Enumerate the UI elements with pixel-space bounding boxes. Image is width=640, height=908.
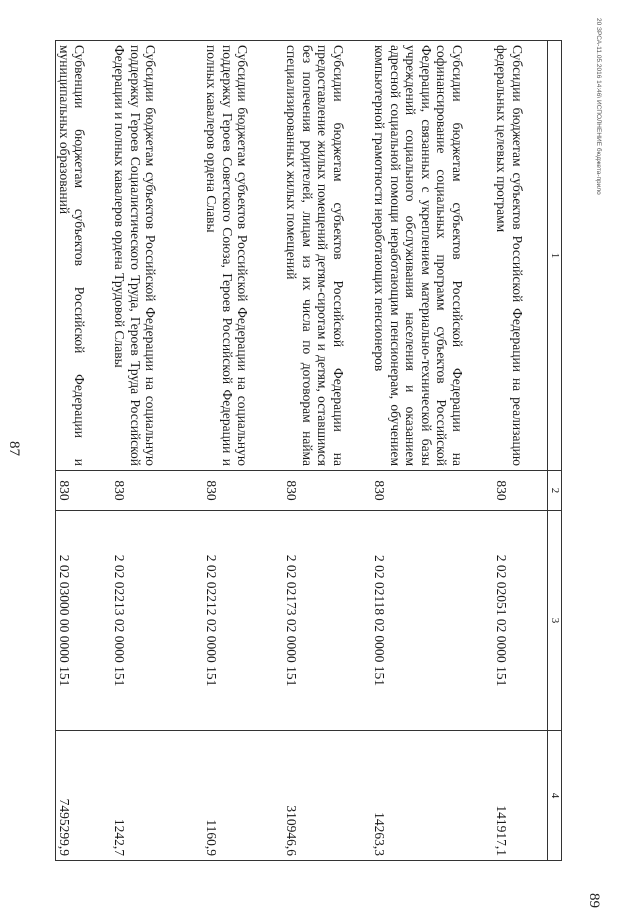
row-amount: 141917,1: [494, 731, 548, 861]
row-description: Субсидии бюджетам субъектов Российской Федерации на социальную поддержку Героев Социалистического Труда, Героев Труда Российской Федерации и полных кавалеров ордена Трудовой Славы: [112, 41, 204, 471]
row-amount: 14263,3: [372, 731, 494, 861]
row-budget-code: 2 02 02212 02 0000 151: [204, 511, 284, 731]
row-description: Субвенции бюджетам субъектов Российской Федерации и муниципальных образований: [56, 41, 112, 471]
row-budget-code: 2 02 02118 02 0000 151: [372, 511, 494, 731]
table-row: [204, 41, 284, 861]
row-amount: 310946,6: [284, 731, 372, 861]
page-number-top: 87: [6, 441, 22, 456]
table-row: [112, 41, 204, 861]
row-chapter-code: 830: [56, 471, 112, 511]
table-row: [284, 41, 372, 861]
row-description: Субсидии бюджетам субъектов Российской Федерации на социальную поддержку Героев Советского Союза, Героев Российской Федерации и полных кавалеров ордена Славы: [204, 41, 284, 471]
row-chapter-code: 830: [204, 471, 284, 511]
rotated-table-container: [56, 40, 562, 860]
row-budget-code: 2 02 02051 02 0000 151: [494, 511, 548, 731]
row-chapter-code: 830: [372, 471, 494, 511]
budget-income-table: [55, 40, 562, 861]
column-header-3: 3: [548, 511, 562, 731]
row-chapter-code: 830: [494, 471, 548, 511]
column-header-4: 4: [548, 731, 562, 861]
table-row: [372, 41, 494, 861]
row-budget-code: 2 02 03000 00 0000 151: [56, 511, 112, 731]
row-chapter-code: 830: [112, 471, 204, 511]
row-description: Субсидии бюджетам субъектов Российской Федерации на предоставление жилых помещений детям-сиротам и детям, оставшимся без попечения родителей, лицам из их числа по договорам найма специализированных жилых помещений: [284, 41, 372, 471]
column-header-1: 1: [548, 41, 562, 471]
row-budget-code: 2 02 02213 02 0000 151: [112, 511, 204, 731]
footer-file-note: 20 ЗРСА-11.05.2016 14:46\ ИСПОЛНЕНИЕ бюджета-прило: [595, 18, 602, 195]
row-budget-code: 2 02 02173 02 0000 151: [284, 511, 372, 731]
row-description: Субсидии бюджетам субъектов Российской Федерации на реализацию федеральных целевых программ: [494, 41, 548, 471]
table-row: [56, 41, 112, 861]
row-description: Субсидии бюджетам субъектов Российской Федерации на софинансирование социальных программ субъектов Российской Федерации, связанных с укреплением материально-технической базы учреждений социального обслуживания населения и оказанием адресной социальной помощи неработающим пенсионерам, обучением компьютерной грамотности неработающих пенсионеров: [372, 41, 494, 471]
row-amount: 7495299,9: [56, 731, 112, 861]
table-header-row: [548, 41, 562, 861]
row-amount: 1160,9: [204, 731, 284, 861]
row-amount: 1242,7: [112, 731, 204, 861]
page-number-bottom: 89: [586, 893, 602, 908]
table-row: [494, 41, 548, 861]
row-chapter-code: 830: [284, 471, 372, 511]
column-header-2: 2: [548, 471, 562, 511]
